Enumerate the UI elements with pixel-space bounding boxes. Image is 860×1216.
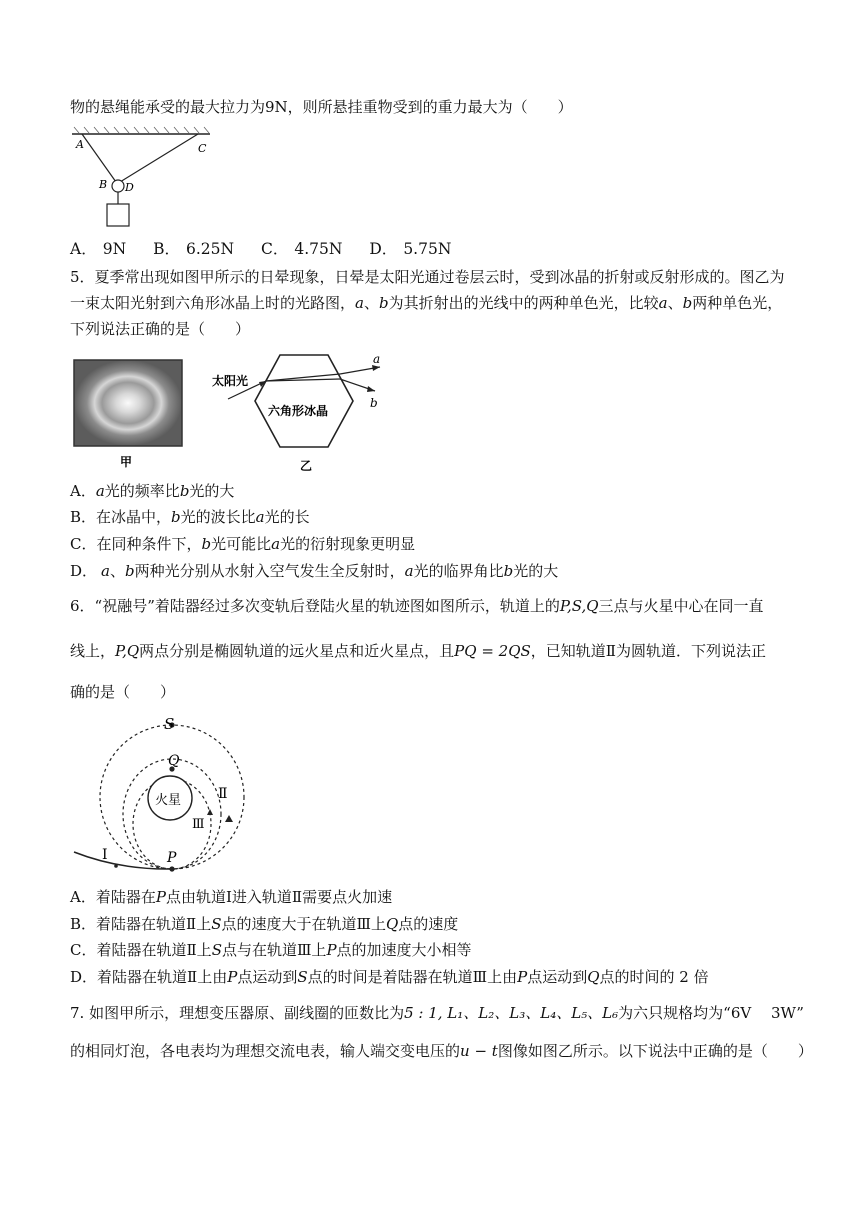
label-ray-b: b <box>370 396 378 410</box>
q7-line2: 的相同灯泡，各电表均为理想交流电表，输人端交变电压的u − t图像如图乙所示。以下说法中正确的是（ ） <box>70 1042 813 1060</box>
q7-line1: 7. 如图甲所示，理想变压器原、副线圈的匝数比为5 : 1, L₁、L₂、L₃、L₄、L₅、L₆为六只规格均为“6V 3W” <box>70 1004 804 1022</box>
q6-option-B: B．着陆器在轨道Ⅱ上S点的速度大于在轨道Ⅲ上Q点的速度 <box>70 915 459 933</box>
label-sunlight: 太阳光 <box>212 374 249 388</box>
q6-line2: 线上，P,Q两点分别是椭圆轨道的远火星点和近火星点，且PQ = 2QS，已知轨道Ⅱ为圆轨道．下列说法正 <box>70 642 766 660</box>
label-orbit-II: Ⅱ <box>218 786 228 802</box>
label-orbit-I: Ⅰ <box>102 847 108 863</box>
q6-line3: 确的是（ ） <box>70 683 176 701</box>
q5-option-B: B．在冰晶中，b光的波长比a光的长 <box>70 508 310 526</box>
q5-line2: 一束太阳光射到六角形冰晶上时的光路图，a、b为其折射出的光线中的两种单色光，比较a、b两种单色光， <box>70 294 783 312</box>
label-crystal: 六角形冰晶 <box>268 404 329 418</box>
label-ray-a: a <box>373 352 381 366</box>
label-D: D <box>125 181 134 194</box>
label-yi: 乙 <box>300 459 313 473</box>
q5-line3: 下列说法正确的是（ ） <box>70 320 251 338</box>
q5-option-D: D． a、b两种光分别从水射入空气发生全反射时，a光的临界角比b光的大 <box>70 562 559 580</box>
q6-option-C: C．着陆器在轨道Ⅱ上S点与在轨道Ⅲ上P点的加速度大小相等 <box>70 941 472 959</box>
label-mars: 火星 <box>155 793 182 808</box>
q4-stem-tail: 物的悬绳能承受的最大拉力为9N，则所悬挂重物受到的重力最大为（ ） <box>70 98 573 116</box>
q6-option-A: A．着陆器在P点由轨道Ⅰ进入轨道Ⅱ需要点火加速 <box>70 888 393 906</box>
label-A: A <box>76 138 84 151</box>
label-C: C <box>198 142 207 155</box>
q4-hanging-weight-figure <box>70 124 220 230</box>
q5-line1: 5．夏季常出现如图甲所示的日晕现象，日晕是太阳光通过卷层云时，受到冰晶的折射或反射形成的。图乙为 <box>70 268 785 286</box>
q5-option-C: C．在同种条件下，b光可能比a光的衍射现象更明显 <box>70 535 416 553</box>
q5-halo-photo-and-crystal-figure <box>70 343 410 475</box>
label-B: B <box>99 178 108 191</box>
hexagon-ice-crystal <box>255 355 353 447</box>
label-Q: Q <box>168 753 180 769</box>
label-S: S <box>164 715 175 733</box>
label-P: P <box>167 850 177 866</box>
halo-photo <box>74 360 182 446</box>
q6-mars-orbit-figure <box>70 710 270 880</box>
q6-option-D: D．着陆器在轨道Ⅱ上由P点运动到S点的时间是着陆器在轨道Ⅲ上由P点运动到Q点的时间的 2 倍 <box>70 968 709 986</box>
q6-line1: 6．“祝融号”着陆器经过多次变轨后登陆火星的轨迹图如图所示，轨道上的P,S,Q三点与火星中心在同一直 <box>70 597 764 615</box>
label-orbit-III: Ⅲ <box>192 817 205 832</box>
label-jia: 甲 <box>120 455 133 469</box>
q4-options: A． 9N B． 6.25N C． 4.75N D． 5.75N <box>70 240 452 258</box>
q5-option-A: A．a光的频率比b光的大 <box>70 482 235 500</box>
